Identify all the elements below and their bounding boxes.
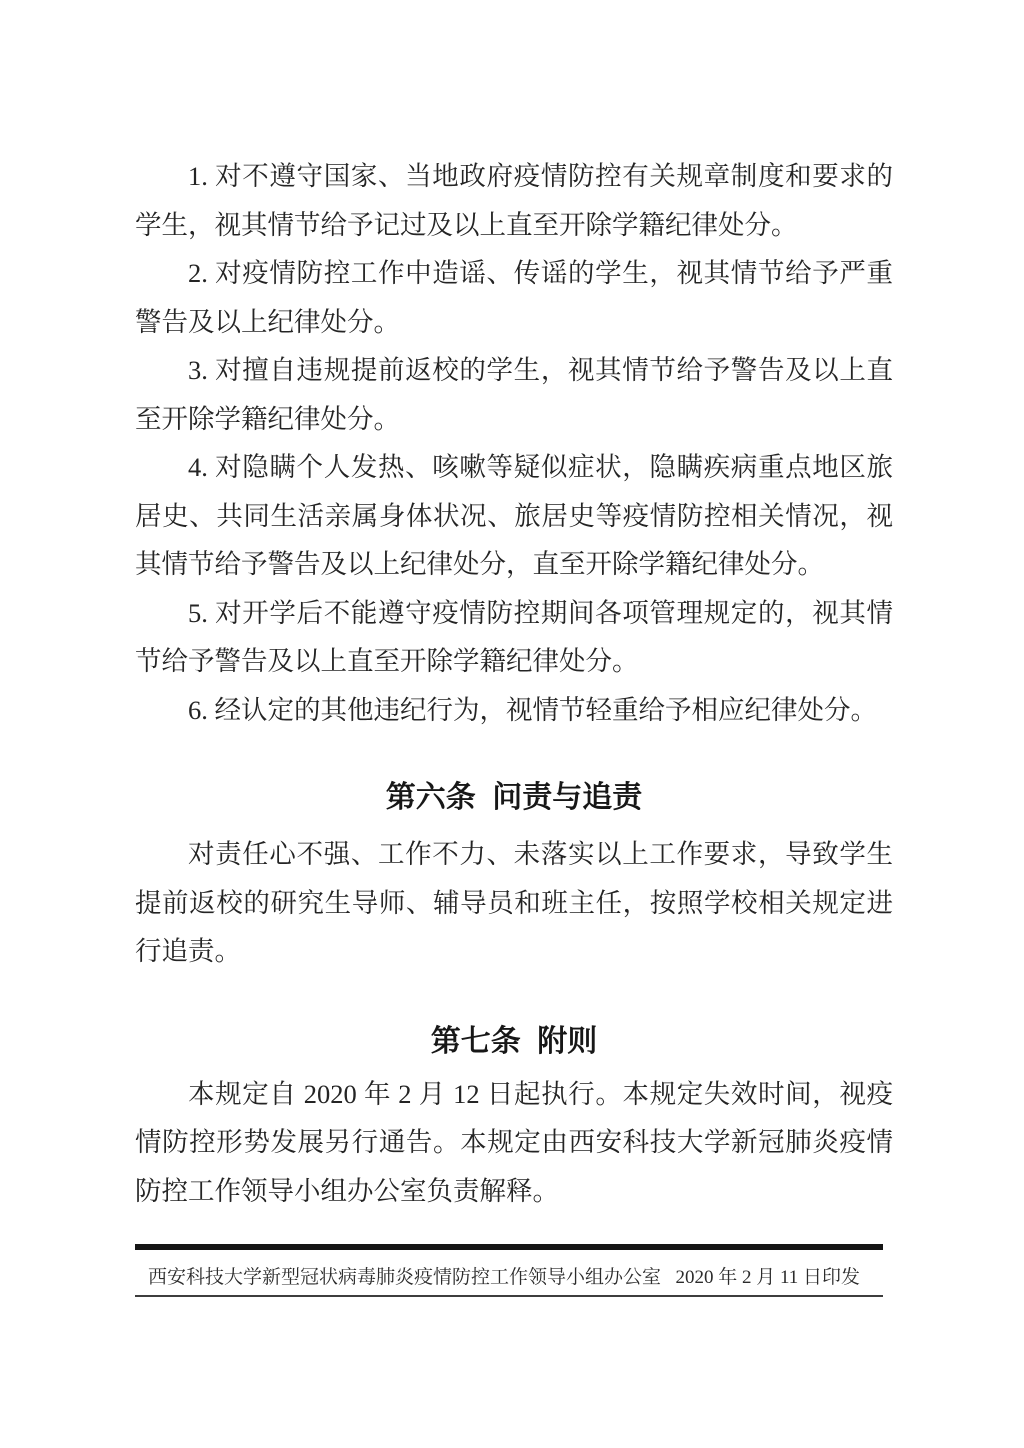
section-paragraph-article-7: 本规定自 2020 年 2 月 12 日起执行。本规定失效时间，视疫情防控形势发展另行通告。本规定由西安科技大学新冠肺炎疫情防控工作领导小组办公室负责解释。 bbox=[135, 1078, 893, 1206]
footer-print-date: 2020 年 2 月 11 日印发 bbox=[675, 1267, 860, 1288]
section-label-article-7: 第七条 bbox=[430, 1024, 521, 1058]
document-footer bbox=[135, 1244, 883, 1297]
section-heading-article-6 bbox=[135, 774, 893, 822]
section-title-article-7: 附则 bbox=[537, 1024, 598, 1058]
footer-thin-rule bbox=[135, 1295, 883, 1297]
section-paragraph-article-6: 对责任心不强、工作不力、未落实以上工作要求，导致学生提前返校的研究生导师、辅导员和班主任，按照学校相关规定进行追责。 bbox=[135, 839, 893, 966]
section-label-article-6: 第六条 bbox=[385, 781, 476, 814]
footer-issuer: 西安科技大学新型冠状病毒肺炎疫情防控工作领导小组办公室 bbox=[148, 1267, 662, 1288]
clause-item-5: 5. 对开学后不能遵守疫情防控期间各项管理规定的，视其情节给予警告及以上直至开除学籍纪律处分。 bbox=[135, 597, 893, 676]
clause-item-4: 4. 对隐瞒个人发热、咳嗽等疑似症状，隐瞒疾病重点地区旅居史、共同生活亲属身体状况、旅居史等疫情防控相关情况，视其情节给予警告及以上纪律处分，直至开除学籍纪律处分。 bbox=[135, 452, 893, 579]
clause-item-6: 6. 经认定的其他违纪行为，视情节轻重给予相应纪律处分。 bbox=[188, 694, 877, 725]
clause-item-3: 3. 对擅自违规提前返校的学生，视其情节给予警告及以上直至开除学籍纪律处分。 bbox=[135, 355, 893, 434]
clause-item-2: 2. 对疫情防控工作中造谣、传谣的学生，视其情节给予严重警告及以上纪律处分。 bbox=[135, 258, 893, 337]
footer-row bbox=[135, 1250, 883, 1291]
section-title-article-6: 问责与追责 bbox=[492, 781, 643, 814]
clause-item-1: 1. 对不遵守国家、当地政府疫情防控有关规章制度和要求的学生，视其情节给予记过及以上直至开除学籍纪律处分。 bbox=[135, 161, 893, 240]
section-heading-article-7 bbox=[135, 1018, 893, 1066]
document-body bbox=[135, 152, 893, 1215]
